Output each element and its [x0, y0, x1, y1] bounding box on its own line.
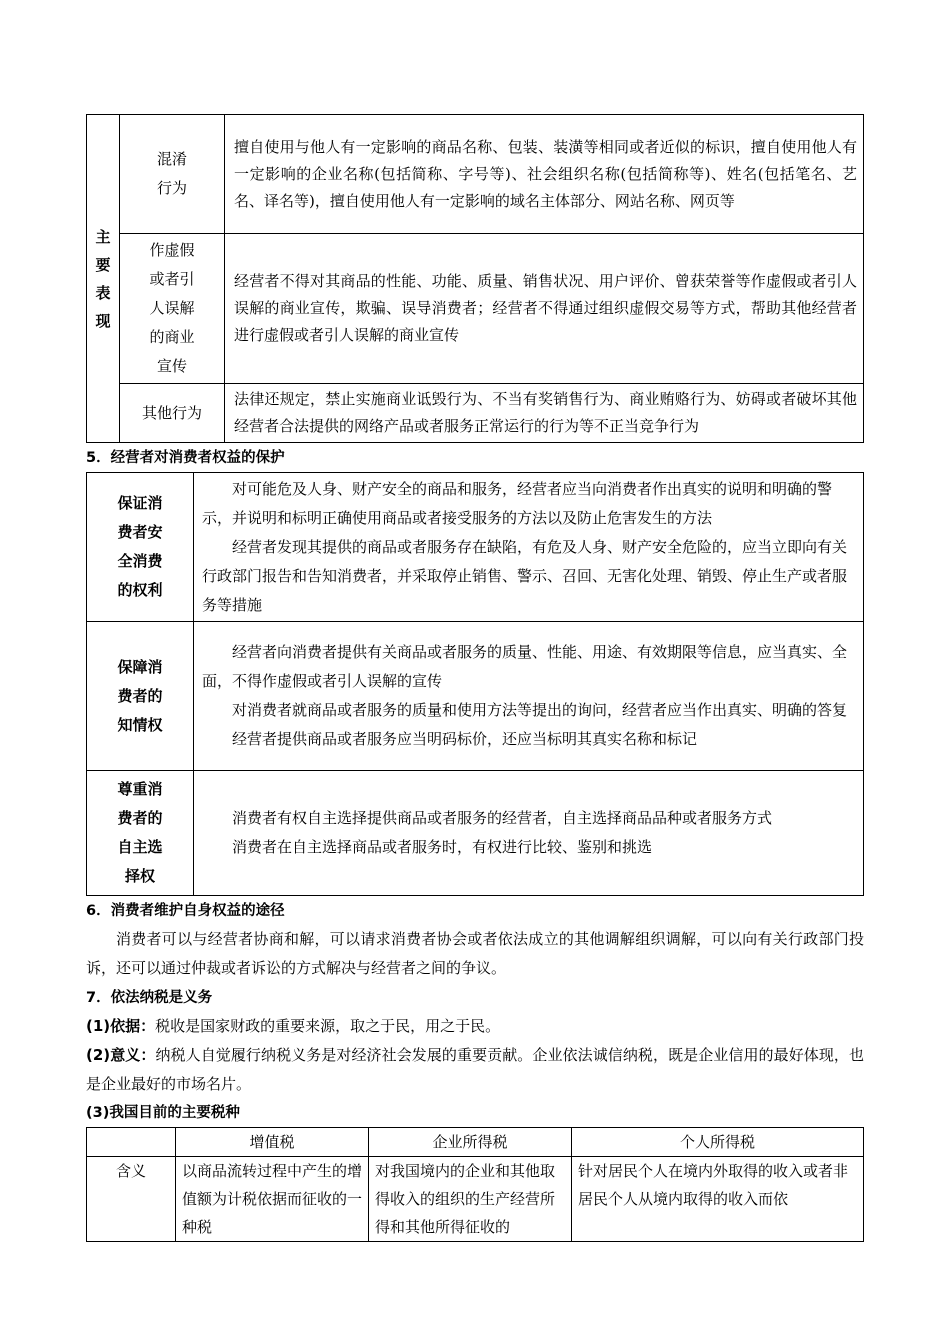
- description-cell: 法律还规定，禁止实施商业诋毁行为、不当有奖销售行为、商业贿赂行为、妨碍或者破坏其他经营者合法提供的网络产品或者服务正常运行的行为等不正当竞争行为: [225, 384, 864, 443]
- header-cell: 增值税: [176, 1128, 369, 1157]
- right-paragraph: 经营者提供商品或者服务应当明码标价，还应当标明其真实名称和标记: [232, 730, 698, 748]
- sub-label: 混淆行为: [156, 150, 187, 197]
- table-cell: 对我国境内的企业和其他取得收入的组织的生产经营所得和其他所得征收的: [369, 1157, 572, 1242]
- unfair-competition-table: [86, 114, 864, 443]
- right-paragraph: 经营者向消费者提供有关商品或者服务的质量、性能、用途、有效期限等信息，应当真实、全面，不得作虚假或者引人误解的宣传: [202, 643, 848, 690]
- table-cell: 以商品流转过程中产生的增值额为计税依据而征收的一种税: [176, 1157, 369, 1242]
- table-header-row: [87, 1128, 864, 1157]
- table-row: [87, 115, 864, 234]
- section-5-heading: 5．经营者对消费者权益的保护: [86, 450, 285, 466]
- right-label: 尊重消费者的自主选择权: [117, 780, 163, 885]
- section-6-paragraph: 消费者可以与经营者协商和解，可以请求消费者协会或者依法成立的其他调解组织调解，可以向有关行政部门投诉，还可以通过仲裁或者诉讼的方式解决与经营者之间的争议。: [86, 930, 864, 977]
- right-paragraph: 经营者发现其提供的商品或者服务存在缺陷，有危及人身、财产安全危险的，应当立即向有关行政部门报告和告知消费者，并采取停止销售、警示、召回、无害化处理、销毁、停止生产或者服务等措施: [202, 537, 848, 614]
- header-cell: [87, 1128, 176, 1157]
- header-cell: 个人所得税: [572, 1128, 864, 1157]
- tax-meaning-paragraph: [86, 1041, 864, 1099]
- table-row: [87, 1157, 864, 1242]
- tax-basis-paragraph: [86, 1012, 864, 1041]
- right-label-cell: [87, 771, 194, 896]
- header-cell: 企业所得税: [369, 1128, 572, 1157]
- description-cell: 擅自使用与他人有一定影响的商品名称、包装、装潢等相同或者近似的标识，擅自使用他人有一定影响的企业名称(包括简称、字号等)、社会组织名称(包括简称等)、姓名(包括笔名、艺名、译名等)，擅自使用他人有一定影响的域名主体部分、网站名称、网页等: [225, 115, 864, 234]
- table-row: [87, 771, 864, 896]
- table-row: [87, 622, 864, 771]
- main-label-cell: [87, 115, 120, 443]
- right-text-cell: [194, 473, 864, 622]
- section-6-heading: 6．消费者维护自身权益的途径: [86, 903, 285, 919]
- right-paragraph: 消费者在自主选择商品或者服务时，有权进行比较、鉴别和挑选: [232, 838, 653, 856]
- right-label-cell: [87, 622, 194, 771]
- main-label: 主要表现: [95, 227, 111, 330]
- sub-label-cell: 其他行为: [120, 384, 225, 443]
- right-label: 保障消费者的知情权: [117, 657, 163, 734]
- right-text-cell: [194, 771, 864, 896]
- right-paragraph: 对消费者就商品或者服务的质量和使用方法等提出的询问，经营者应当作出真实、明确的答复: [232, 701, 848, 719]
- sub-label: 作虚假或者引人误解的商业宣传: [149, 241, 195, 375]
- document-page: [86, 114, 864, 1242]
- tax-basis-label: (1)依据：: [86, 1017, 156, 1035]
- right-label: 保证消费者安全消费的权利: [117, 494, 163, 599]
- section-7-heading: 7．依法纳税是义务: [86, 990, 213, 1006]
- right-text-cell: [194, 622, 864, 771]
- table-cell: 针对居民个人在境内外取得的收入或者非居民个人从境内取得的收入而依: [572, 1157, 864, 1242]
- tax-types-heading: (3)我国目前的主要税种: [86, 1105, 240, 1121]
- tax-meaning-label: (2)意义：: [86, 1046, 156, 1064]
- right-label-cell: [87, 473, 194, 622]
- table-row: [87, 384, 864, 443]
- tax-types-table: [86, 1127, 864, 1242]
- description-cell: 经营者不得对其商品的性能、功能、质量、销售状况、用户评价、曾获荣誉等作虚假或者引人误解的商业宣传，欺骗、误导消费者；经营者不得通过组织虚假交易等方式，帮助其他经营者进行虚假或者引人误解的商业宣传: [225, 234, 864, 384]
- table-row: [87, 234, 864, 384]
- sub-label-cell: [120, 115, 225, 234]
- row-label-cell: 含义: [87, 1157, 176, 1242]
- sub-label-cell: [120, 234, 225, 384]
- right-paragraph: 消费者有权自主选择提供商品或者服务的经营者，自主选择商品品种或者服务方式: [232, 809, 773, 827]
- consumer-rights-table: [86, 472, 864, 896]
- tax-basis-text: 税收是国家财政的重要来源，取之于民，用之于民。: [155, 1017, 501, 1035]
- tax-meaning-text: 纳税人自觉履行纳税义务是对经济社会发展的重要贡献。企业依法诚信纳税，既是企业信用的最好体现，也是企业最好的市场名片。: [86, 1046, 864, 1093]
- right-paragraph: 对可能危及人身、财产安全的商品和服务，经营者应当向消费者作出真实的说明和明确的警示，并说明和标明正确使用商品或者接受服务的方法以及防止危害发生的方法: [202, 479, 833, 527]
- table-row: [87, 473, 864, 622]
